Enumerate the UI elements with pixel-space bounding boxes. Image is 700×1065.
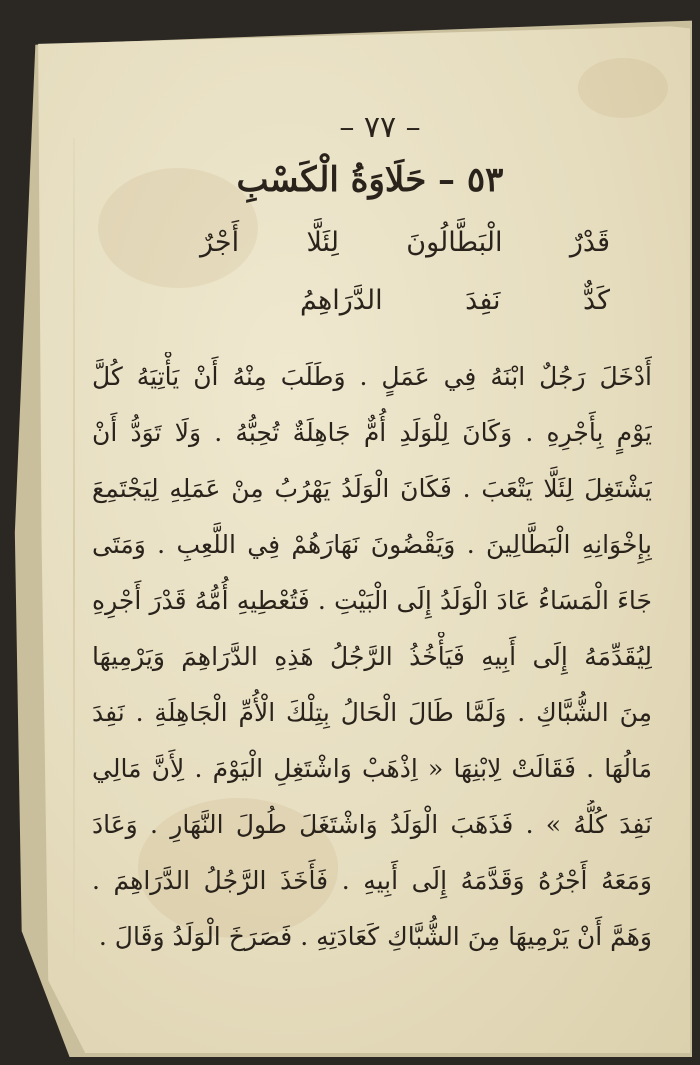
paragraph-line: يَوْمٍ بِأَجْرِهِ . وَكَانَ لِلْوَلَدِ أُمٌّ جَاهِلَةٌ تُحِبُّهُ . وَلَا تَوَدُّ أَنْ (92, 418, 652, 447)
vocabulary-row-1 (200, 227, 610, 258)
paragraph-line: مِنَ الشُّبَّاكِ . وَلَمَّا طَالَ الْحَالُ بِتِلْكَ الْأُمِّ الْجَاهِلَةِ . نَفِدَ (92, 698, 652, 727)
vocab-word: أَجْرٌ (200, 227, 240, 258)
paragraph-line: لِيُقَدِّمَهُ إِلَى أَبِيهِ فَيَأْخُذُ الرَّجُلُ هَذِهِ الدَّرَاهِمَ وَيَرْمِيهَا (92, 642, 652, 671)
vocabulary-row-2 (300, 285, 610, 316)
vocab-word: كَدٌّ (582, 285, 610, 316)
paragraph-line: يَشْتَغِلَ لِئَلَّا يَتْعَبَ . فَكَانَ الْوَلَدُ يَهْرُبُ مِنْ عَمَلِهِ لِيَجْتَمِعَ (92, 474, 652, 503)
paragraph-line: وَهَمَّ أَنْ يَرْمِيهَا مِنَ الشُّبَّاكِ كَعَادَتِهِ . فَصَرَخَ الْوَلَدُ وَقَالَ . (98, 922, 652, 951)
page-fold-shadow (73, 138, 75, 958)
vocab-word: الدَّرَاهِمُ (300, 285, 383, 316)
paragraph-line: أَدْخَلَ رَجُلٌ ابْنَهُ فِي عَمَلٍ . وَطَلَبَ مِنْهُ أَنْ يَأْتِيَهُ كُلَّ (92, 362, 652, 391)
paragraph-line: وَمَعَهُ أَجْرُهُ وَقَدَّمَهُ إِلَى أَبِيهِ . فَأَخَذَ الرَّجُلُ الدَّرَاهِمَ . (92, 866, 652, 895)
vocab-word: الْبَطَّالُونَ (406, 227, 503, 258)
paragraph-line: جَاءَ الْمَسَاءُ عَادَ الْوَلَدُ إِلَى الْبَيْتِ . فَتُعْطِيهِ أُمُّهُ قَدْرَ أَجْرِهِ (92, 586, 652, 615)
vocab-word: قَدْرٌ (569, 227, 610, 258)
paper-stain (578, 58, 668, 118)
lesson-title: ٥٣ – حَلَاوَةُ الْكَسْبِ (236, 160, 504, 200)
paragraph-line: بِإِخْوَانِهِ الْبَطَّالِينَ . وَيَقْضُونَ نَهَارَهُمْ فِي اللَّعِبِ . وَمَتَى (92, 530, 652, 559)
vocab-word: لِئَلَّا (306, 227, 339, 258)
paragraph-line: مَالُهَا . فَقَالَتْ لِابْنِهَا « اِذْهَبْ وَاشْتَغِلِ الْيَوْمَ . لِأَنَّ مَالِي (92, 754, 652, 783)
page-number: – ٧٧ – (339, 110, 421, 145)
paragraph-line: نَفِدَ كُلُّهُ » . فَذَهَبَ الْوَلَدُ وَاشْتَغَلَ طُولَ النَّهَارِ . وَعَادَ (92, 810, 652, 839)
vocab-word: نَفِدَ (465, 285, 501, 316)
